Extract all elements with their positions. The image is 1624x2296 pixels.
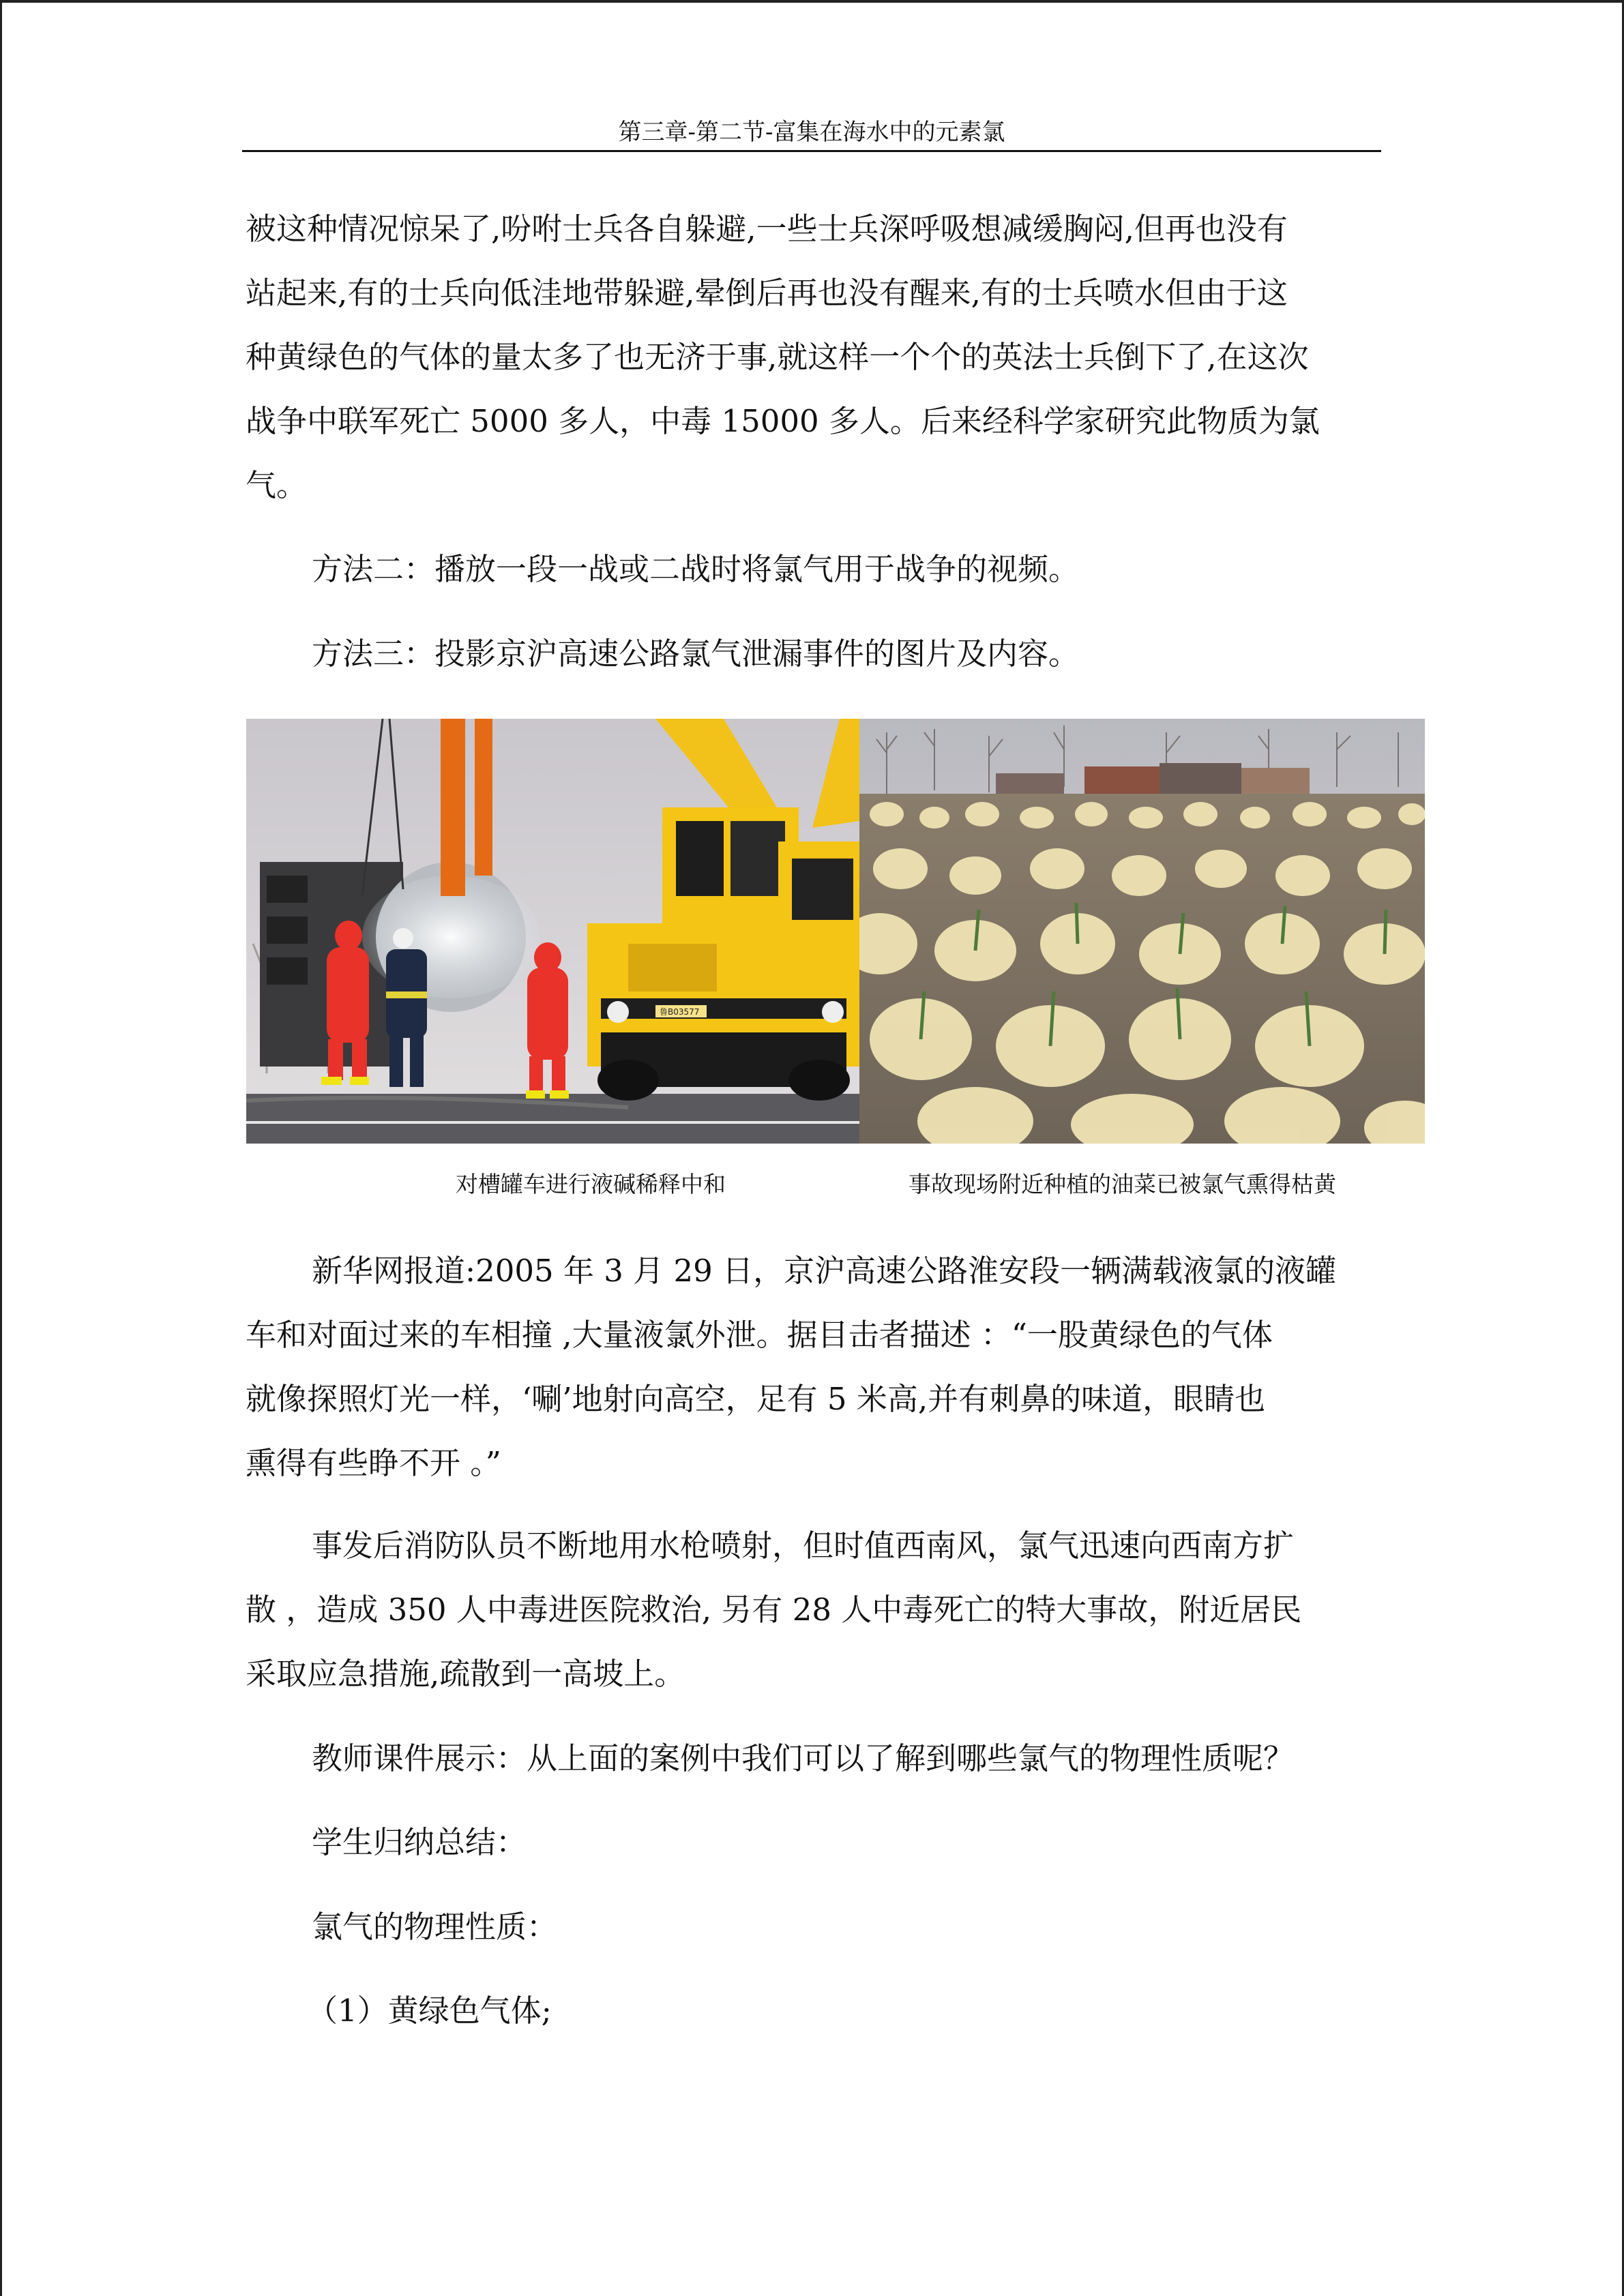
right-photo-caption: 事故现场附近种植的油菜已被氯气熏得枯黄 <box>909 1171 1336 1197</box>
paragraph-line: 气。 <box>246 467 308 503</box>
paragraph-line: 熏得有些睁不开 。” <box>246 1445 501 1481</box>
header-rule <box>242 150 1381 152</box>
method-three: 方法三：投影京沪高速公路氯气泄漏事件的图片及内容。 <box>312 636 1080 672</box>
paragraph-line: 被这种情况惊呆了,吩咐士兵各自躲避,一些士兵深呼吸想减缓胸闷,但再也没有 <box>246 211 1288 247</box>
paragraph-line: 车和对面过来的车相撞 ,大量液氯外泄。据目击者描述 ：“一股黄绿色的气体 <box>246 1317 1273 1353</box>
paragraph-line: 就像探照灯光一样，‘唰’地射向高空，足有 5 米高,并有刺鼻的味道，眼睛也 <box>246 1381 1266 1417</box>
withered-rapeseed-photo <box>859 719 1425 1144</box>
student-summary: 学生归纳总结： <box>312 1824 527 1860</box>
paragraph-line: 散 ，造成 350 人中毒进医院救治, 另有 28 人中毒死亡的特大事故，附近居民 <box>246 1592 1302 1628</box>
method-two: 方法二：播放一段一战或二战时将氯气用于战争的视频。 <box>312 551 1080 587</box>
paragraph-line: 种黄绿色的气体的量太多了也无济于事,就这样一个个的英法士兵倒下了,在这次 <box>246 339 1309 375</box>
page-header: 第三章-第二节-富集在海水中的元素氯 <box>618 119 1005 146</box>
physical-properties-heading: 氯气的物理性质： <box>312 1909 558 1945</box>
plate-text: 鲁B03577 <box>660 1007 700 1017</box>
page-border-left <box>0 0 2 2296</box>
field-scene-illustration <box>859 719 1425 1144</box>
teacher-prompt: 教师课件展示：从上面的案例中我们可以了解到哪些氯气的物理性质呢？ <box>312 1740 1295 1776</box>
paragraph-line: 站起来,有的士兵向低洼地带躲避,晕倒后再也没有醒来,有的士兵喷水但由于这 <box>246 275 1288 311</box>
paragraph-line: 新华网报道:2005 年 3 月 29 日，京沪高速公路淮安段一辆满载液氯的液罐 <box>312 1253 1337 1289</box>
tanker-scene-illustration <box>246 719 859 1144</box>
tanker-neutralization-photo <box>246 719 859 1144</box>
paragraph-line: 事发后消防队员不断地用水枪喷射，但时值西南风，氯气迅速向西南方扩 <box>312 1527 1295 1564</box>
paragraph-line: 采取应急措施,疏散到一高坡上。 <box>246 1656 685 1692</box>
property-item-1: （1）黄绿色气体; <box>307 1993 552 2029</box>
page-border-top <box>0 0 1624 3</box>
paragraph-line: 战争中联军死亡 5000 多人，中毒 15000 多人。后来经科学家研究此物质为氯 <box>246 403 1320 439</box>
left-photo-caption: 对槽罐车进行液碱稀释中和 <box>456 1171 726 1197</box>
